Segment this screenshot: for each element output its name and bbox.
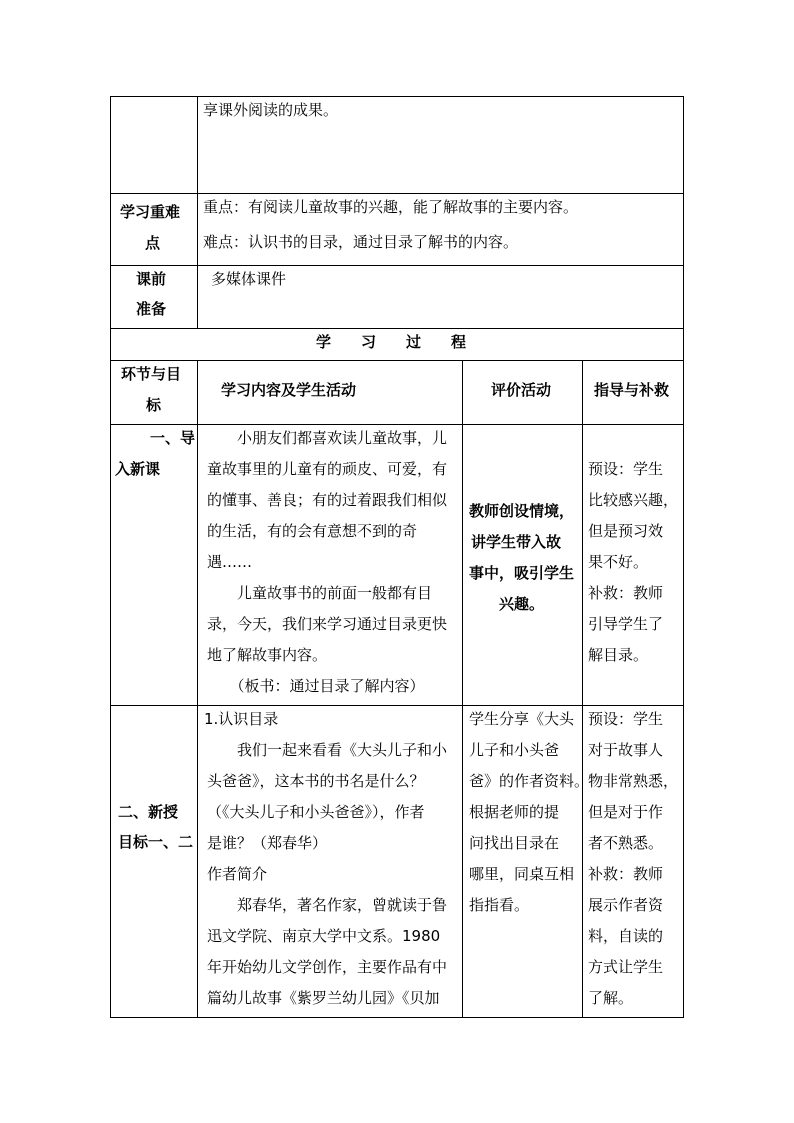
guide-line: 预设：学生 bbox=[588, 460, 664, 478]
learning-process-title: 学 习 过 程 bbox=[316, 333, 467, 351]
content-line: 童故事里的儿童有的顽皮、可爱，有 bbox=[207, 460, 448, 478]
content-line: 郑春华，著名作家，曾就读于鲁 bbox=[207, 896, 448, 914]
section2-label-2: 目标一、二 bbox=[118, 833, 194, 851]
preparation-label: 课前 bbox=[136, 270, 167, 288]
header-stage-goal-2: 标 bbox=[146, 396, 162, 414]
content-line: 录，今天，我们来学习通过目录更快 bbox=[207, 615, 448, 633]
guide-line: 者不熟悉。 bbox=[588, 834, 664, 852]
header-evaluation: 评价活动 bbox=[491, 381, 552, 399]
guide-line: 料，自读的 bbox=[588, 927, 664, 945]
guide-line: 物非常熟悉， bbox=[588, 772, 679, 790]
eval-line: 兴趣。 bbox=[499, 595, 545, 613]
section1-label: 一、导 bbox=[150, 429, 196, 447]
guide-line: 引导学生了 bbox=[588, 615, 664, 633]
content-line: 1.认识目录 bbox=[204, 710, 279, 728]
column-divider bbox=[582, 360, 583, 1018]
guide-line: 比较感兴趣， bbox=[588, 491, 679, 509]
eval-line: 问找出目录在 bbox=[469, 834, 560, 852]
content-line: 年开始幼儿文学创作，主要作品有中 bbox=[207, 958, 448, 976]
column-divider bbox=[462, 360, 463, 1018]
key-difficult-points-label-2: 点 bbox=[145, 234, 161, 252]
content-line: 小朋友们都喜欢读儿童故事，儿 bbox=[207, 429, 448, 447]
guide-line: 补救：教师 bbox=[588, 865, 664, 883]
table-border-left bbox=[110, 96, 111, 1018]
guide-line: 预设：学生 bbox=[588, 710, 664, 728]
row1-content: 享课外阅读的成果。 bbox=[203, 101, 339, 119]
eval-line: 指指看。 bbox=[469, 896, 530, 914]
header-stage-goal: 环节与目 bbox=[121, 365, 182, 383]
section1-label-2: 入新课 bbox=[115, 460, 161, 478]
guide-line: 方式让学生 bbox=[588, 958, 664, 976]
content-line: 是谁？（郑春华） bbox=[207, 834, 328, 852]
content-line: 的懂事、善良；有的过着跟我们相似 bbox=[207, 491, 448, 509]
key-difficult-points-label: 学习重难 bbox=[120, 203, 181, 221]
content-line: 我们一起来看看《大头儿子和小 bbox=[207, 741, 448, 759]
preparation-label-2: 准备 bbox=[136, 300, 167, 318]
guide-line: 解目录。 bbox=[588, 646, 649, 664]
preparation-content: 多媒体课件 bbox=[211, 270, 287, 288]
section2-label: 二、新授 bbox=[118, 803, 179, 821]
guide-line: 但是预习效 bbox=[588, 522, 664, 540]
content-line: （板书：通过目录了解内容） bbox=[207, 677, 425, 695]
content-line: 头爸爸》，这本书的书名是什么？ bbox=[207, 772, 425, 790]
header-guidance: 指导与补救 bbox=[594, 381, 670, 399]
content-line: 儿童故事书的前面一般都有目 bbox=[207, 584, 433, 602]
difficult-point-text: 难点：认识书的目录，通过目录了解书的内容。 bbox=[203, 233, 519, 251]
eval-line: 哪里，同桌互相 bbox=[469, 865, 575, 883]
eval-line: 学生分享《大头 bbox=[469, 710, 575, 728]
guide-line: 果不好。 bbox=[588, 553, 649, 571]
content-line: 遇…… bbox=[207, 553, 253, 571]
guide-line: 但是对于作 bbox=[588, 803, 664, 821]
eval-line: 教师创设情境， bbox=[469, 502, 575, 520]
guide-line: 补救：教师 bbox=[588, 584, 664, 602]
content-line: （《大头儿子和小头爸爸》），作者 bbox=[207, 803, 425, 821]
eval-line: 爸》的作者资料。 bbox=[469, 772, 590, 790]
eval-line: 事中，吸引学生 bbox=[469, 564, 575, 582]
content-line: 作者简介 bbox=[207, 865, 268, 883]
guide-line: 了解。 bbox=[588, 989, 634, 1007]
table-border-right bbox=[683, 96, 684, 1018]
guide-line: 展示作者资 bbox=[588, 896, 664, 914]
eval-line: 根据老师的提 bbox=[469, 803, 560, 821]
content-line: 地了解故事内容。 bbox=[207, 646, 328, 664]
eval-line: 儿子和小头爸 bbox=[469, 741, 560, 759]
content-line: 迅文学院、南京大学中文系。1980 bbox=[207, 927, 441, 945]
eval-line: 讲学生带入故 bbox=[471, 533, 562, 551]
content-line: 篇幼儿故事《紫罗兰幼儿园》《贝加 bbox=[207, 989, 440, 1007]
guide-line: 对于故事人 bbox=[588, 741, 664, 759]
header-content-activities: 学习内容及学生活动 bbox=[221, 381, 357, 399]
content-line: 的生活，有的会有意想不到的奇 bbox=[207, 522, 418, 540]
key-point-text: 重点：有阅读儿童故事的兴趣，能了解故事的主要内容。 bbox=[203, 198, 579, 216]
column-divider bbox=[197, 96, 198, 329]
column-divider bbox=[197, 360, 198, 1018]
